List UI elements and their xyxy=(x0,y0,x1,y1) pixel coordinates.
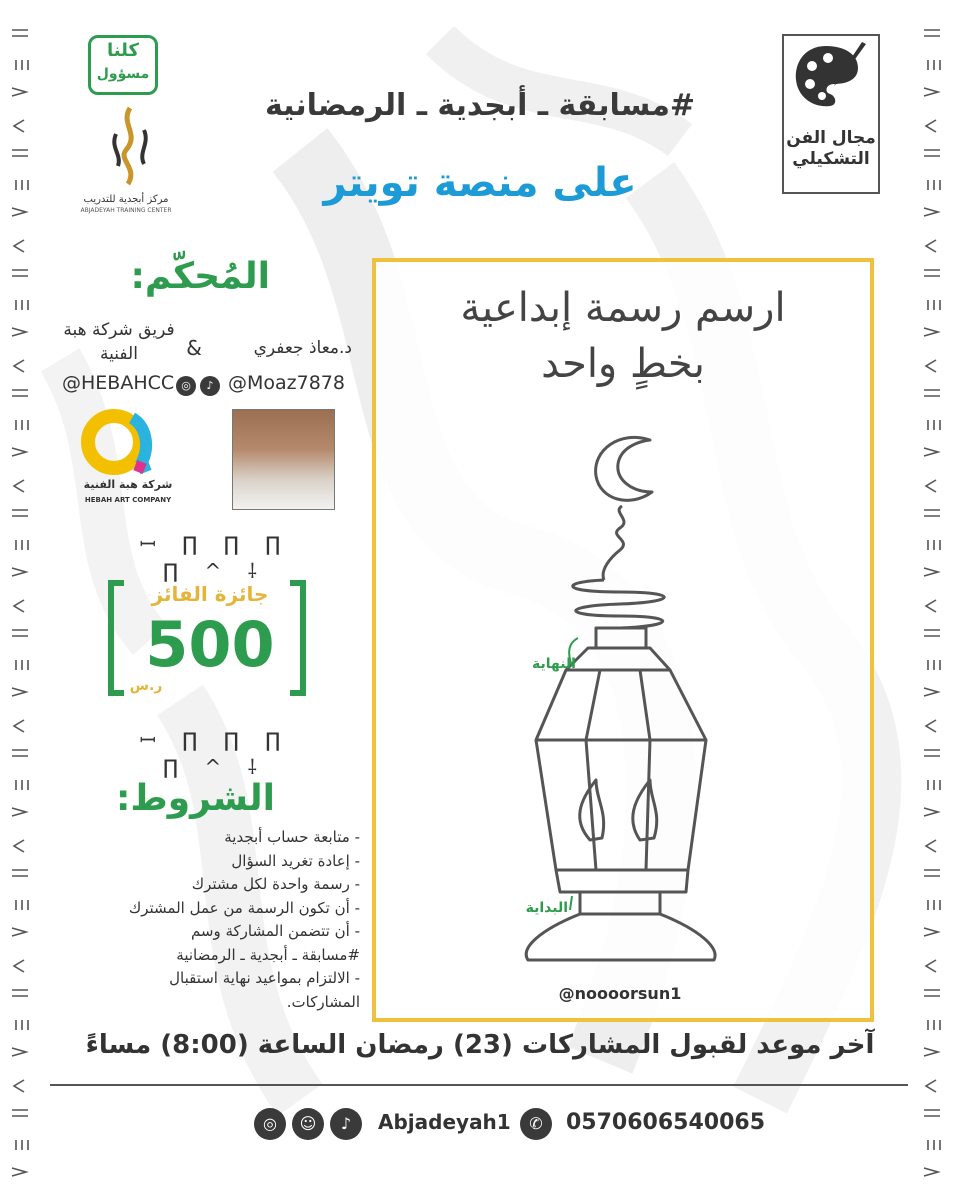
badge-line1: كلنا xyxy=(107,40,139,61)
platform-subtitle: على منصة تويتر xyxy=(323,160,637,206)
conditions-list xyxy=(60,826,360,1014)
drawing-title xyxy=(392,280,854,392)
instagram-icon[interactable]: ◎ xyxy=(254,1108,286,1140)
kulna-masool-badge xyxy=(88,35,158,95)
instagram-icon: ◎ xyxy=(176,376,196,396)
center-name-en: ABJADEYAH TRAINING CENTER xyxy=(80,207,172,214)
ornament-row-top: ꟷ ∏ ∏ ∏ ∏ ^ ⸸ xyxy=(139,532,291,583)
judge1-photo xyxy=(232,409,335,510)
phone-number[interactable]: 0570606540065 xyxy=(566,1110,765,1135)
abjadeyah-logo xyxy=(100,104,160,190)
badge-line2: مسؤول xyxy=(96,66,150,82)
judge-section-title: المُحكّم: xyxy=(130,256,270,297)
condition-item: - إعادة تغريد السؤال xyxy=(231,851,360,870)
condition-item: - رسمة واحدة لكل مشترك xyxy=(191,875,360,893)
left-ornament-border xyxy=(4,0,40,1200)
judge1-name: د.معاذ جعفري xyxy=(253,338,352,358)
condition-item: - أن تتضمن المشاركة وسم xyxy=(190,922,360,940)
prize-value: 500 xyxy=(145,608,275,681)
palette-icon xyxy=(790,40,872,112)
start-point-label: البداية xyxy=(525,900,568,916)
conditions-title: الشروط: xyxy=(115,778,275,819)
snapchat-icon[interactable]: ☺ xyxy=(292,1108,324,1140)
condition-item: - متابعة حساب أبجدية xyxy=(224,828,360,846)
judge2-name: فريق شركة هبة الفنية xyxy=(63,320,175,364)
footer-divider xyxy=(50,1084,908,1086)
condition-item: المشاركات. xyxy=(286,992,360,1011)
condition-item: - أن تكون الرسمة من عمل المشترك xyxy=(128,898,360,917)
center-name: مركز أبجدية للتدريب xyxy=(83,194,169,205)
art-field-label: مجال الفن التشكيلي xyxy=(786,128,876,169)
drawing-title-line1: ارسم رسمة إبداعية xyxy=(460,285,786,331)
prize-bracket-left xyxy=(108,580,124,696)
hebah-company-logo xyxy=(80,406,160,478)
contest-hashtag-title: #مسابقة ـ أبجدية ـ الرمضانية xyxy=(264,88,696,123)
ampersand: & xyxy=(186,336,202,360)
end-point-label: النهاية xyxy=(531,656,576,672)
prize-currency: ر.س xyxy=(129,678,163,694)
judge1-handle[interactable]: @Moaz7878 xyxy=(228,372,345,394)
twitter-icon[interactable]: ♪ xyxy=(330,1108,362,1140)
twitter-icon: ♪ xyxy=(200,376,220,396)
right-ornament-border xyxy=(916,0,952,1200)
ornament-row-bottom: ꟷ ∏ ∏ ∏ ∏ ^ ⸸ xyxy=(139,728,291,779)
deadline-text: آخر موعد لقبول المشاركات (23) رمضان الساعة (8:00) مساءً xyxy=(85,1030,875,1060)
prize-label: جائزة الفائز xyxy=(151,582,269,606)
judge2-handle[interactable]: @HEBAHCC xyxy=(62,372,175,394)
artist-handle[interactable]: @noooorsun1 xyxy=(558,984,682,1003)
drawing-title-line2: بخطٍ واحد xyxy=(541,341,705,387)
abjadeyah-handle[interactable]: Abjadeyah1 xyxy=(378,1110,511,1134)
condition-item: - الالتزام بمواعيد نهاية استقبال xyxy=(169,969,360,987)
company-label-en: HEBAH ART COMPANY xyxy=(84,496,172,504)
prize-bracket-right xyxy=(290,580,306,696)
whatsapp-icon[interactable]: ✆ xyxy=(520,1108,552,1140)
condition-item: #مسابقة ـ أبجدية ـ الرمضانية xyxy=(176,945,360,964)
company-label-ar: شركة هبة الفنية xyxy=(83,478,173,491)
